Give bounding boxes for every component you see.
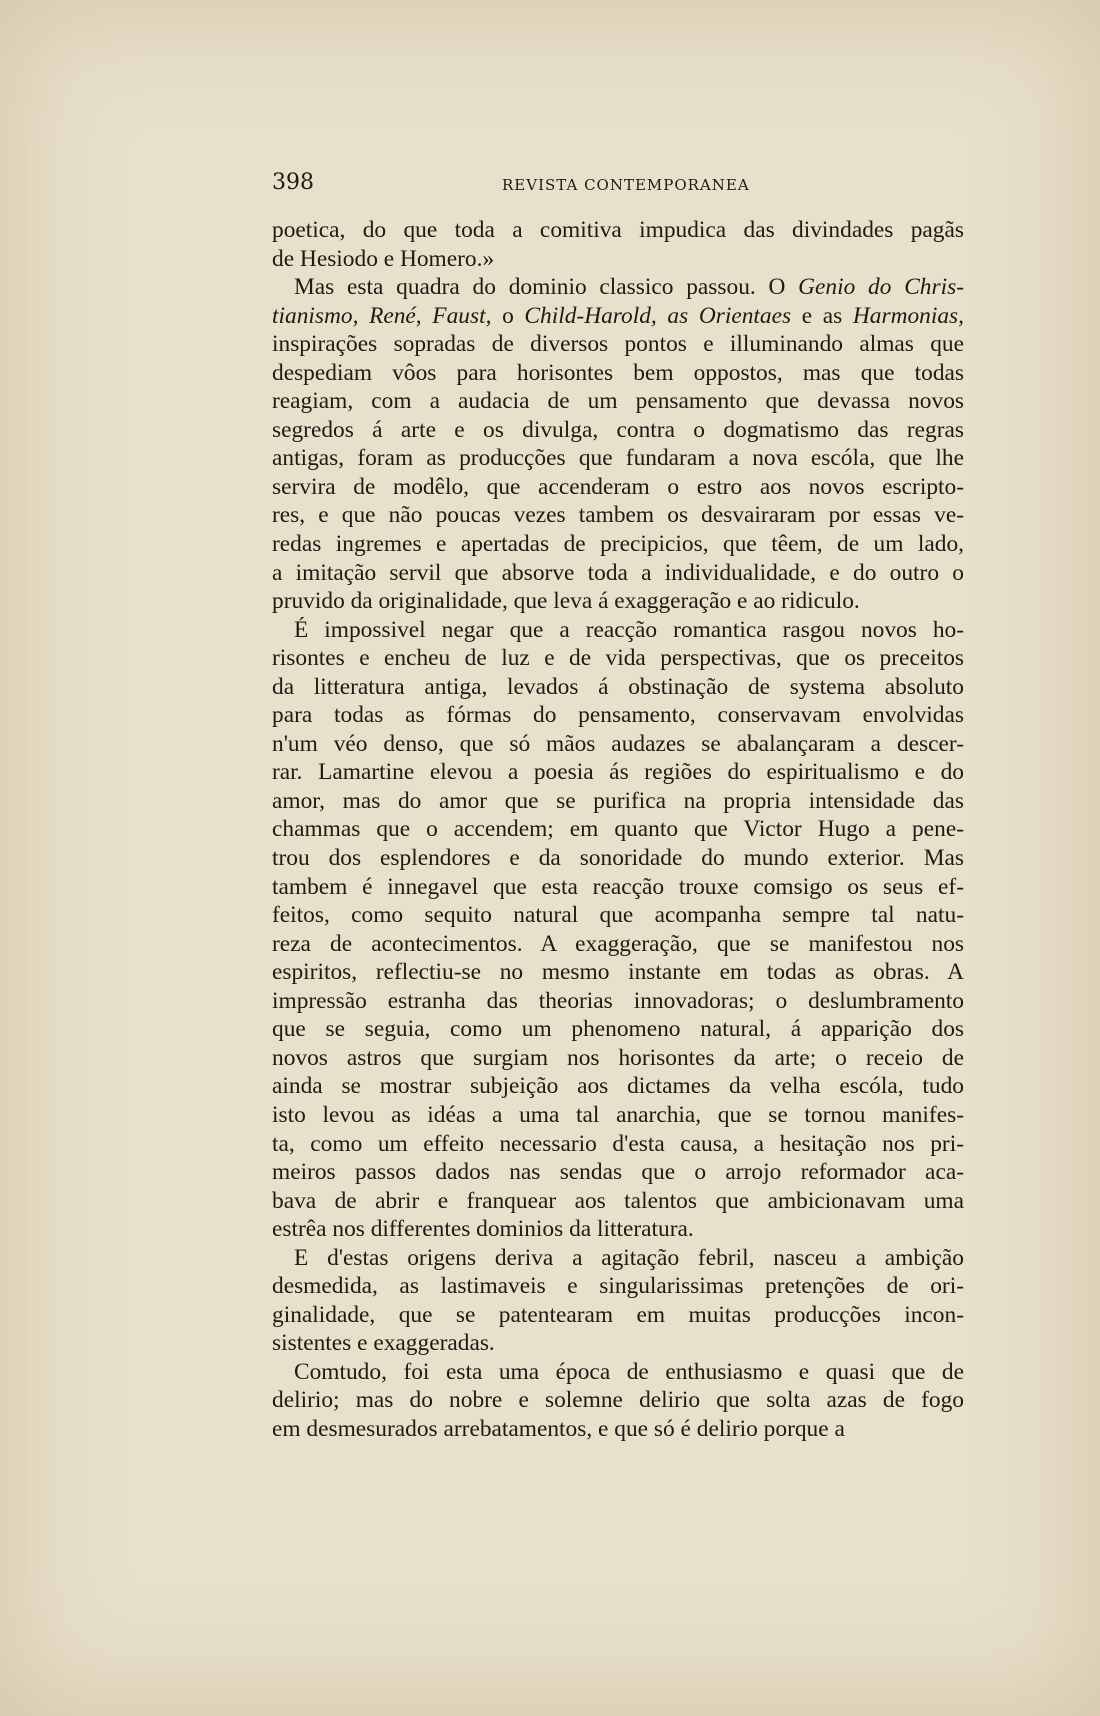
text-line: [272, 901, 964, 930]
text-segment: da litteratura antiga, levados á obstinação de systema absoluto: [272, 673, 964, 700]
text-segment: Mas esta quadra do dominio classico passou. O: [294, 274, 799, 301]
body-text: [272, 216, 964, 1444]
text-line: [272, 245, 964, 274]
text-segment: tambem é innegavel que esta reacção trouxe comsigo os seus ef-: [272, 873, 964, 900]
text-line: [272, 1101, 964, 1130]
text-line: [272, 1386, 964, 1415]
text-line: [272, 587, 964, 616]
text-line: [272, 1187, 964, 1216]
text-segment: bava de abrir e franquear aos talentos que ambicionavam uma: [272, 1187, 964, 1214]
paragraph: [272, 1358, 964, 1444]
page-number: 398: [272, 170, 314, 195]
text-segment: amor, mas do amor que se purifica na propria intensidade das: [272, 787, 964, 814]
running-head: REVISTA CONTEMPORANEA: [502, 176, 750, 194]
text-segment: meiros passos dados nas sendas que o arrojo reformador aca-: [272, 1159, 964, 1186]
text-line: [272, 787, 964, 816]
text-segment: que se seguia, como um phenomeno natural, á apparição dos: [272, 1016, 964, 1043]
text-segment: em desmesurados arrebatamentos, e que só é delirio porque a: [272, 1415, 845, 1442]
text-segment: poetica, do que toda a comitiva impudica das divindades pagãs: [272, 217, 964, 243]
text-segment: despediam vôos para horisontes bem oppostos, mas que todas: [272, 359, 964, 386]
text-line: [272, 815, 964, 844]
text-line: [272, 958, 964, 987]
text-line: [272, 644, 964, 673]
text-line: [272, 330, 964, 359]
text-segment: reagiam, com a audacia de um pensamento que devassa novos: [272, 388, 964, 415]
text-segment: rar. Lamartine elevou a poesia ás regiões do espiritualismo e do: [272, 759, 964, 786]
text-segment: chammas que o accendem; em quanto que Victor Hugo a pene-: [272, 816, 964, 843]
text-line: [272, 530, 964, 559]
text-line: [272, 501, 964, 530]
text-line: [272, 473, 964, 502]
text-segment: espiritos, reflectiu-se no mesmo instante em todas as obras. A: [272, 959, 964, 986]
text-line: [272, 701, 964, 730]
text-line: [272, 987, 964, 1016]
text-line: [272, 930, 964, 959]
text-line: [272, 273, 964, 302]
paragraph: [272, 1244, 964, 1358]
text-segment: o: [491, 302, 525, 329]
paragraph: [272, 616, 964, 1244]
text-line: [272, 758, 964, 787]
text-line: [272, 1358, 964, 1387]
text-segment: reza de acontecimentos. A exaggeração, que se manifestou nos: [272, 930, 964, 957]
italic-title: Genio do Chris-: [798, 274, 964, 301]
italic-title: Child-Harold, as Orientaes: [524, 302, 792, 329]
text-segment: segredos á arte e os divulga, contra o dogmatismo das regras: [272, 416, 964, 443]
text-segment: antigas, foram as producções que fundaram a nova escóla, que lhe: [272, 445, 964, 472]
text-line: [272, 559, 964, 588]
text-line: [272, 1130, 964, 1159]
text-segment: servira de modêlo, que accenderam o estro aos novos escripto-: [272, 473, 964, 500]
text-line: [272, 1215, 964, 1244]
text-line: [272, 1329, 964, 1358]
text-segment: pruvido da originalidade, que leva á exaggeração e ao ridiculo.: [272, 588, 860, 615]
text-line: [272, 416, 964, 445]
page-header: [272, 170, 964, 200]
text-segment: Comtudo, foi esta uma época de enthusiasmo e quasi que de: [294, 1358, 964, 1385]
text-segment: redas ingremes e apertadas de precipicios, que têem, de um lado,: [272, 531, 964, 558]
text-line: [272, 1044, 964, 1073]
text-segment: estrêa nos differentes dominios da litteratura.: [272, 1216, 694, 1243]
text-segment: impressão estranha das theorias innovadoras; o deslumbramento: [272, 987, 964, 1014]
text-segment: É impossivel negar que a reacção romantica rasgou novos ho-: [294, 616, 964, 643]
paragraph: [272, 273, 964, 616]
text-line: [272, 844, 964, 873]
text-line: [272, 1015, 964, 1044]
text-line: [272, 302, 964, 331]
text-line: [272, 359, 964, 388]
italic-title: tianismo, René, Faust,: [272, 302, 492, 329]
text-segment: para todas as fórmas do pensamento, conservavam envolvidas: [272, 702, 964, 729]
italic-title: Harmonias,: [852, 302, 965, 329]
text-segment: feitos, como sequito natural que acompanha sempre tal natu-: [272, 902, 964, 929]
text-segment: isto levou as idéas a uma tal anarchia, que se tornou manifes-: [272, 1101, 964, 1128]
text-line: [272, 1415, 964, 1444]
text-line: [272, 873, 964, 902]
text-line: [272, 1272, 964, 1301]
text-segment: novos astros que surgiam nos horisontes da arte; o receio de: [272, 1044, 964, 1071]
text-segment: ta, como um effeito necessario d'esta causa, a hesitação nos pri-: [272, 1130, 964, 1157]
text-line: [272, 1244, 964, 1273]
text-line: [272, 216, 964, 245]
text-line: [272, 1301, 964, 1330]
text-segment: ainda se mostrar subjeição aos dictames da velha escóla, tudo: [272, 1073, 964, 1100]
text-segment: ginalidade, que se patentearam em muitas producções incon-: [272, 1301, 964, 1328]
text-line: [272, 387, 964, 416]
text-line: [272, 730, 964, 759]
text-segment: risontes e encheu de luz e de vida perspectivas, que os preceitos: [272, 645, 964, 672]
text-segment: E d'estas origens deriva a agitação febril, nasceu a ambição: [294, 1244, 964, 1271]
text-segment: inspirações sopradas de diversos pontos e illuminando almas que: [272, 331, 964, 358]
text-segment: n'um véo denso, que só mãos audazes se abalançaram a descer-: [272, 730, 964, 757]
text-line: [272, 1072, 964, 1101]
text-line: [272, 444, 964, 473]
text-segment: res, e que não poucas vezes tambem os desvairaram por essas ve-: [272, 502, 964, 529]
text-segment: sistentes e exaggeradas.: [272, 1330, 495, 1357]
text-segment: de Hesiodo e Homero.»: [272, 245, 495, 272]
text-segment: delirio; mas do nobre e solemne delirio que solta azas de fogo: [272, 1387, 964, 1414]
text-segment: a imitação servil que absorve toda a individualidade, e do outro o: [272, 559, 964, 586]
text-segment: desmedida, as lastimaveis e singularissimas pretenções de ori-: [272, 1273, 964, 1300]
text-segment: e as: [791, 302, 853, 329]
paragraph: [272, 216, 964, 273]
text-line: [272, 1158, 964, 1187]
text-segment: trou dos esplendores e da sonoridade do mundo exterior. Mas: [272, 845, 964, 872]
text-line: [272, 673, 964, 702]
text-line: [272, 616, 964, 645]
